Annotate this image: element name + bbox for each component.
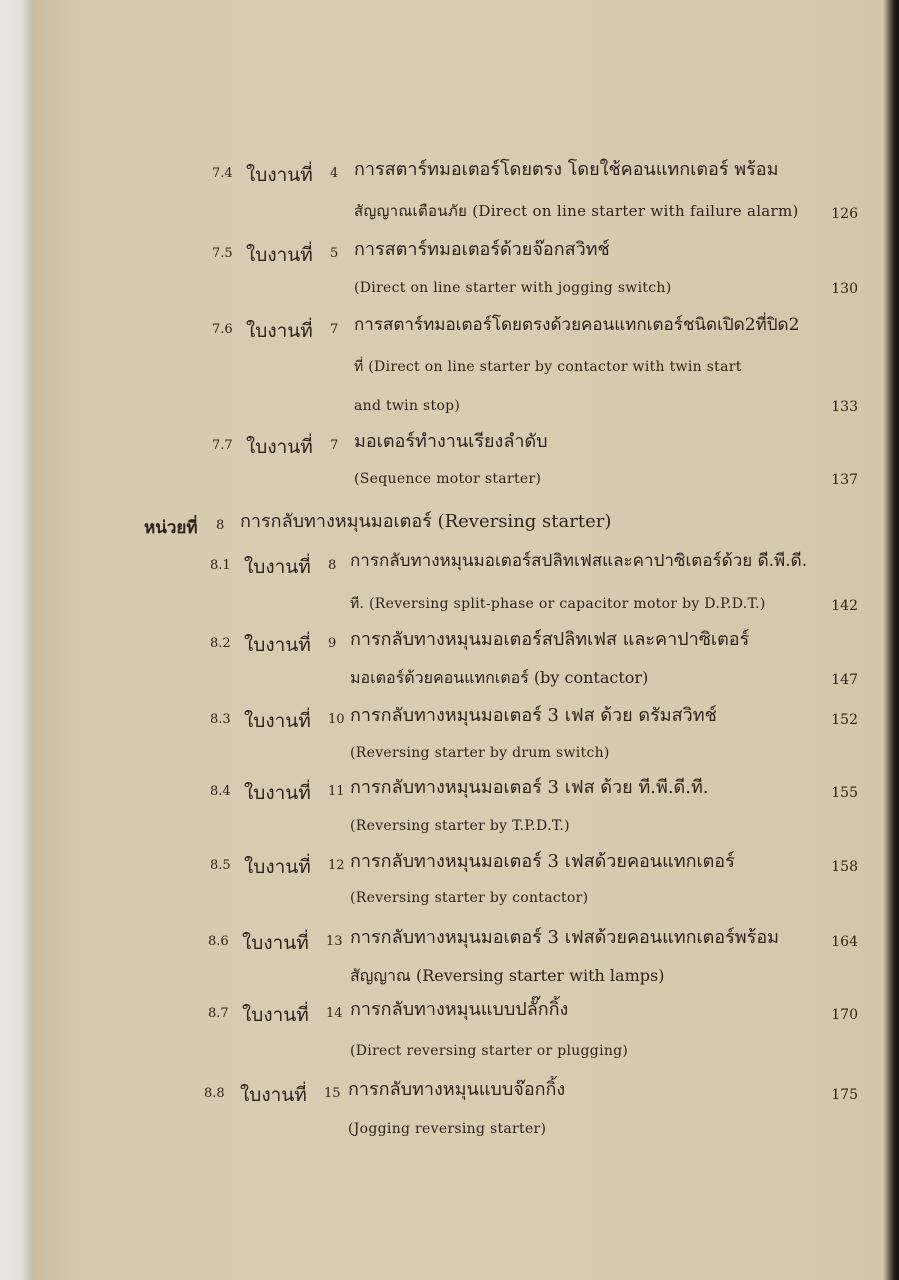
entry-subtitle: (Jogging reversing starter) — [348, 1121, 547, 1137]
page-number: 133 — [831, 399, 858, 415]
entry-number: 8.7 — [208, 1006, 229, 1021]
sheet-number: 5 — [330, 246, 339, 261]
entry-title: การกลับทางหมุนมอเตอร์ 3 เฟสด้วยคอนแทกเตอร์พร้อม — [350, 927, 779, 948]
page-number: 164 — [831, 934, 858, 950]
entry-subtitle: (Direct reversing starter or plugging) — [350, 1043, 629, 1059]
entry-title: มอเตอร์ทำงานเรียงลำดับ — [354, 431, 548, 452]
entry-number: 8.4 — [210, 784, 231, 799]
page-number: 130 — [831, 281, 858, 297]
sheet-number: 7 — [330, 438, 339, 453]
entry-title: การกลับทางหมุนมอเตอร์สปลิทเฟสและคาปาซิเตอร์ด้วย ดี.พี.ดี. — [350, 551, 808, 571]
entry-subtitle: ที่ (Direct on line starter by contactor with twin start — [354, 359, 742, 375]
entry-subtitle: (Reversing starter by drum switch) — [350, 745, 610, 761]
entry-number: 8.3 — [210, 712, 231, 727]
sheet-label: ใบงานที่ — [242, 932, 309, 954]
entry-subtitle: (Reversing starter by contactor) — [350, 890, 589, 906]
entry-number: 8.1 — [210, 558, 231, 573]
entry-title: การสตาร์ทมอเตอร์โดยตรงด้วยคอนแทกเตอร์ชนิดเปิด2ที่ปิด2 — [354, 315, 800, 335]
entry-number: 7.4 — [212, 166, 233, 181]
entry-title: การสตาร์ทมอเตอร์ด้วยจ๊อกสวิทช์ — [354, 239, 610, 260]
entry-number: 8.5 — [210, 858, 231, 873]
sheet-label: ใบงานที่ — [246, 320, 313, 342]
page-binding-edge — [0, 0, 34, 1280]
unit-number: 8 — [216, 518, 225, 533]
entry-title: การกลับทางหมุนมอเตอร์ 3 เฟส ด้วย ดรัมสวิทช์ — [350, 705, 717, 726]
entry-subtitle-continued: and twin stop) — [354, 398, 461, 414]
entry-title: การกลับทางหมุนมอเตอร์สปลิทเฟส และคาปาซิเตอร์ — [350, 629, 750, 650]
entry-number: 8.6 — [208, 934, 229, 949]
sheet-label: ใบงานที่ — [246, 436, 313, 458]
entry-number: 8.8 — [204, 1086, 225, 1101]
sheet-number: 12 — [328, 858, 345, 873]
entry-subtitle: ที. (Reversing split-phase or capacitor motor by D.P.D.T.) — [350, 596, 766, 612]
page-number: 137 — [831, 472, 858, 488]
page-number: 175 — [831, 1087, 858, 1103]
entry-number: 7.7 — [212, 438, 233, 453]
entry-number: 7.6 — [212, 322, 233, 337]
unit-title: การกลับทางหมุนมอเตอร์ (Reversing starter) — [240, 511, 612, 532]
entry-title: การกลับทางหมุนมอเตอร์ 3 เฟส ด้วย ที.พี.ดี.ที. — [350, 777, 709, 798]
page-number: 126 — [831, 206, 858, 222]
sheet-label: ใบงานที่ — [240, 1084, 307, 1106]
entry-title: การกลับทางหมุนแบบปลั๊กกิ้ง — [350, 999, 569, 1020]
page-number: 142 — [831, 598, 858, 614]
toc-page — [34, 0, 899, 1280]
entry-title: การกลับทางหมุนมอเตอร์ 3 เฟสด้วยคอนแทกเตอร์ — [350, 851, 735, 872]
sheet-label: ใบงานที่ — [246, 164, 313, 186]
page-number: 155 — [831, 785, 858, 801]
entry-title: การสตาร์ทมอเตอร์โดยตรง โดยใช้คอนแทกเตอร์ พร้อม — [354, 159, 779, 180]
sheet-label: ใบงานที่ — [244, 634, 311, 656]
sheet-number: 13 — [326, 934, 343, 949]
entry-title: การกลับทางหมุนแบบจ๊อกกิ้ง — [348, 1079, 566, 1100]
page-number: 158 — [831, 859, 858, 875]
entry-subtitle: (Sequence motor starter) — [354, 471, 542, 487]
unit-label: หน่วยที่ — [144, 518, 198, 538]
page-number: 147 — [831, 672, 858, 688]
sheet-number: 10 — [328, 712, 345, 727]
sheet-number: 8 — [328, 558, 337, 573]
entry-number: 8.2 — [210, 636, 231, 651]
entry-subtitle: (Reversing starter by T.P.D.T.) — [350, 818, 570, 834]
sheet-label: ใบงานที่ — [244, 856, 311, 878]
sheet-label: ใบงานที่ — [242, 1004, 309, 1026]
entry-subtitle: มอเตอร์ด้วยคอนแทกเตอร์ (by contactor) — [350, 668, 649, 687]
entry-number: 7.5 — [212, 246, 233, 261]
entry-subtitle: สัญญาณ (Reversing starter with lamps) — [350, 966, 665, 985]
page-shadow-edge — [883, 0, 899, 1280]
page-number: 152 — [831, 712, 858, 728]
sheet-number: 14 — [326, 1006, 343, 1021]
sheet-number: 15 — [324, 1086, 341, 1101]
sheet-label: ใบงานที่ — [244, 710, 311, 732]
sheet-number: 9 — [328, 636, 337, 651]
sheet-number: 11 — [328, 784, 345, 799]
entry-subtitle: สัญญาณเตือนภัย (Direct on line starter with failure alarm) — [354, 202, 799, 220]
sheet-number: 4 — [330, 166, 339, 181]
sheet-label: ใบงานที่ — [246, 244, 313, 266]
sheet-number: 7 — [330, 322, 339, 337]
sheet-label: ใบงานที่ — [244, 556, 311, 578]
sheet-label: ใบงานที่ — [244, 782, 311, 804]
entry-subtitle: (Direct on line starter with jogging switch) — [354, 280, 672, 296]
page-number: 170 — [831, 1007, 858, 1023]
